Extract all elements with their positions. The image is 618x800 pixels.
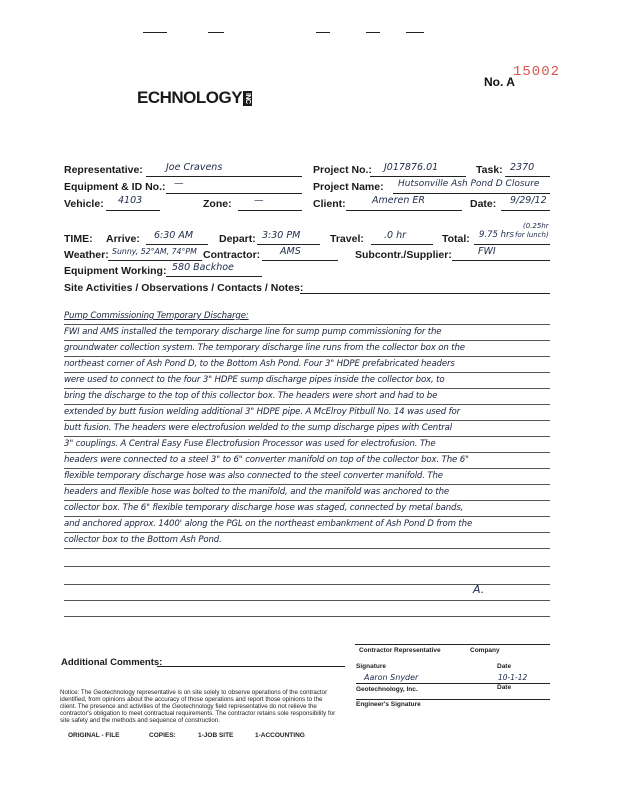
total-value: 9.75 hrs <box>479 230 514 240</box>
signature-date-value: 10-1-12 <box>498 673 528 682</box>
form-number-label: No. A <box>484 75 515 89</box>
ruled-line <box>64 484 550 485</box>
zone-line <box>238 210 302 211</box>
weather-line <box>108 260 202 261</box>
logo-suffix: INC <box>244 93 252 104</box>
note-line: extended by butt fusion welding additional 3" HDPE pipe. A McElroy Pitbull No. 14 was used for <box>64 407 460 417</box>
note-line: flexible temporary discharge hose was also connected to the steel converter manifold. The <box>64 471 443 481</box>
contractor-value: AMS <box>280 246 301 257</box>
total-line <box>474 244 550 245</box>
scan-mark <box>143 32 167 33</box>
vehicle-line <box>106 210 160 211</box>
equipment-line <box>166 193 302 194</box>
engineer-line <box>356 699 550 700</box>
date-label: Date: <box>470 198 497 210</box>
job-site-label: 1-JOB SITE <box>198 732 234 739</box>
depart-line <box>257 244 320 245</box>
ruled-line <box>64 616 550 617</box>
depart-value: 3:30 PM <box>262 230 301 241</box>
signature-value: Aaron Snyder <box>364 673 419 682</box>
project-no-line <box>370 176 466 177</box>
project-no-value: J017876.01 <box>384 162 439 173</box>
client-line <box>346 210 462 211</box>
total-note-top: (0.25hr <box>523 222 549 230</box>
additional-comments-line <box>157 666 345 667</box>
client-label: Client: <box>313 198 346 210</box>
date-sig-label: Date <box>497 663 512 670</box>
travel-value: .0 hr <box>384 230 407 241</box>
zone-value: — <box>254 195 264 206</box>
task-label: Task: <box>476 164 503 176</box>
representative-line <box>146 176 302 177</box>
depart-label: Depart: <box>219 233 256 245</box>
company-label: Company <box>470 647 500 654</box>
project-name-line <box>393 193 550 194</box>
travel-line <box>371 244 433 245</box>
zone-label: Zone: <box>203 198 232 210</box>
signature-label: Signature <box>356 663 386 670</box>
arrive-label: Arrive: <box>106 233 140 245</box>
task-value: 2370 <box>510 162 535 173</box>
ruled-line <box>64 340 550 341</box>
scan-mark <box>316 32 330 33</box>
date-line <box>501 210 550 211</box>
scan-mark <box>208 32 224 33</box>
contractor-line <box>262 260 338 261</box>
time-label: TIME: <box>64 233 93 245</box>
date-value: 9/29/12 <box>510 195 547 206</box>
equipment-value: — <box>174 178 184 189</box>
engineer-label: Engineer's Signature <box>356 701 421 708</box>
task-line <box>505 176 550 177</box>
ruled-line <box>64 372 550 373</box>
activities-label: Site Activities / Observations / Contacts / Notes: <box>64 282 304 294</box>
ruled-line <box>64 436 550 437</box>
client-value: Ameren ER <box>372 195 425 206</box>
ruled-line <box>64 324 550 325</box>
logo-text: ECHNOLOGY <box>137 88 243 107</box>
note-line: and anchored approx. 1400' along the PGL on the northeast embankment of Ash Pond D from the <box>64 519 473 529</box>
contractor-rep-label: Contractor Representative <box>359 647 441 654</box>
ruled-line <box>64 420 550 421</box>
representative-label: Representative: <box>64 164 143 176</box>
note-line: northeast corner of Ash Pond D, to the Bottom Ash Pond. Four 3" HDPE prefabricated headers <box>64 359 455 369</box>
arrive-line <box>146 244 208 245</box>
note-line: 3" couplings. A Central Easy Fuse Electrofusion Processor was used for electrofusion. The <box>64 439 436 449</box>
ruled-line <box>64 452 550 453</box>
note-line: collector box. The 6" flexible temporary discharge hose was staged, connected by metal bands, <box>64 503 464 513</box>
original-file-label: ORIGINAL - FILE <box>68 732 120 739</box>
ruled-line <box>64 516 550 517</box>
copies-label: COPIES: <box>149 732 176 739</box>
project-name-label: Project Name: <box>313 181 384 193</box>
date-sig-label-2: Date <box>497 684 512 691</box>
accounting-label: 1-ACCOUNTING <box>255 732 305 739</box>
note-line: collector box to the Bottom Ash Pond. <box>64 535 222 542</box>
note-line: groundwater collection system. The temporary discharge line runs from the collector box on the <box>64 343 465 353</box>
equipment-working-value: 580 Backhoe <box>172 262 234 273</box>
contractor-label: Contractor: <box>203 249 261 261</box>
vehicle-label: Vehicle: <box>64 198 104 210</box>
company-logo <box>137 88 252 108</box>
equipment-working-line <box>166 276 262 277</box>
contractor-rep-line <box>355 644 550 645</box>
ruled-line <box>64 468 550 469</box>
initials: A. <box>473 583 485 596</box>
scan-mark <box>366 32 380 33</box>
ruled-line <box>64 388 550 389</box>
subcontr-label: Subcontr./Supplier: <box>355 249 452 261</box>
note-line: headers and flexible hose was bolted to the manifold, and the manifold was anchored to the <box>64 487 450 497</box>
note-line: bring the discharge to the top of this collector box. The headers were short and had to be <box>64 391 438 401</box>
weather-value: Sunny, 52°AM, 74°PM <box>112 247 197 256</box>
note-line: FWI and AMS installed the temporary discharge line for sump pump commissioning for the <box>64 327 442 337</box>
weather-label: Weather: <box>64 249 109 261</box>
form-number: 15002 <box>513 64 561 80</box>
note-line: headers were connected to a steel 3" to 6" converter manifold on top of the collector box. The 6" <box>64 455 469 465</box>
total-note-bottom: for lunch) <box>515 231 549 239</box>
signature-line <box>356 683 550 684</box>
scan-mark <box>406 32 424 33</box>
representative-value: Joe Cravens <box>166 162 223 173</box>
vehicle-value: 4103 <box>118 195 143 206</box>
ruled-line <box>64 404 550 405</box>
subcontr-line <box>452 260 550 261</box>
note-line: Pump Commissioning Temporary Discharge: <box>64 311 249 321</box>
ruled-line <box>64 566 550 567</box>
travel-label: Travel: <box>330 233 364 245</box>
ruled-line <box>64 356 550 357</box>
project-name-value: Hutsonville Ash Pond D Closure <box>398 179 540 189</box>
ruled-line <box>64 532 550 533</box>
equipment-working-label: Equipment Working: <box>64 265 167 277</box>
geotechnology-label: Geotechnology, Inc. <box>356 686 418 693</box>
project-no-label: Project No.: <box>313 164 372 176</box>
ruled-line <box>64 548 550 549</box>
ruled-line <box>64 500 550 501</box>
activities-line <box>300 293 550 294</box>
arrive-value: 6:30 AM <box>154 230 194 241</box>
note-line: were used to connect to the four 3" HDPE sump discharge pipes inside the collector box, to <box>64 375 445 385</box>
subcontr-value: FWI <box>478 246 496 257</box>
equipment-label: Equipment & ID No.: <box>64 181 166 193</box>
notice-text: Notice: The Geotechnology representative is on site solely to observe operations of the contractor identified, from opinions about the accuracy of those operations and report those opinions to the client. The presence and activities of the Geotechnology field representative do not relieve the contractor's obligation to meet contractual requirements. The contractor retains sole responsibility for site safety and the methods and sequence of construction. <box>60 689 336 724</box>
total-label: Total: <box>442 233 470 245</box>
note-line: butt fusion. The headers were electrofusion welded to the sump discharge pipes with Central <box>64 423 453 433</box>
additional-comments-label: Additional Comments: <box>61 657 163 668</box>
ruled-line <box>64 600 550 601</box>
